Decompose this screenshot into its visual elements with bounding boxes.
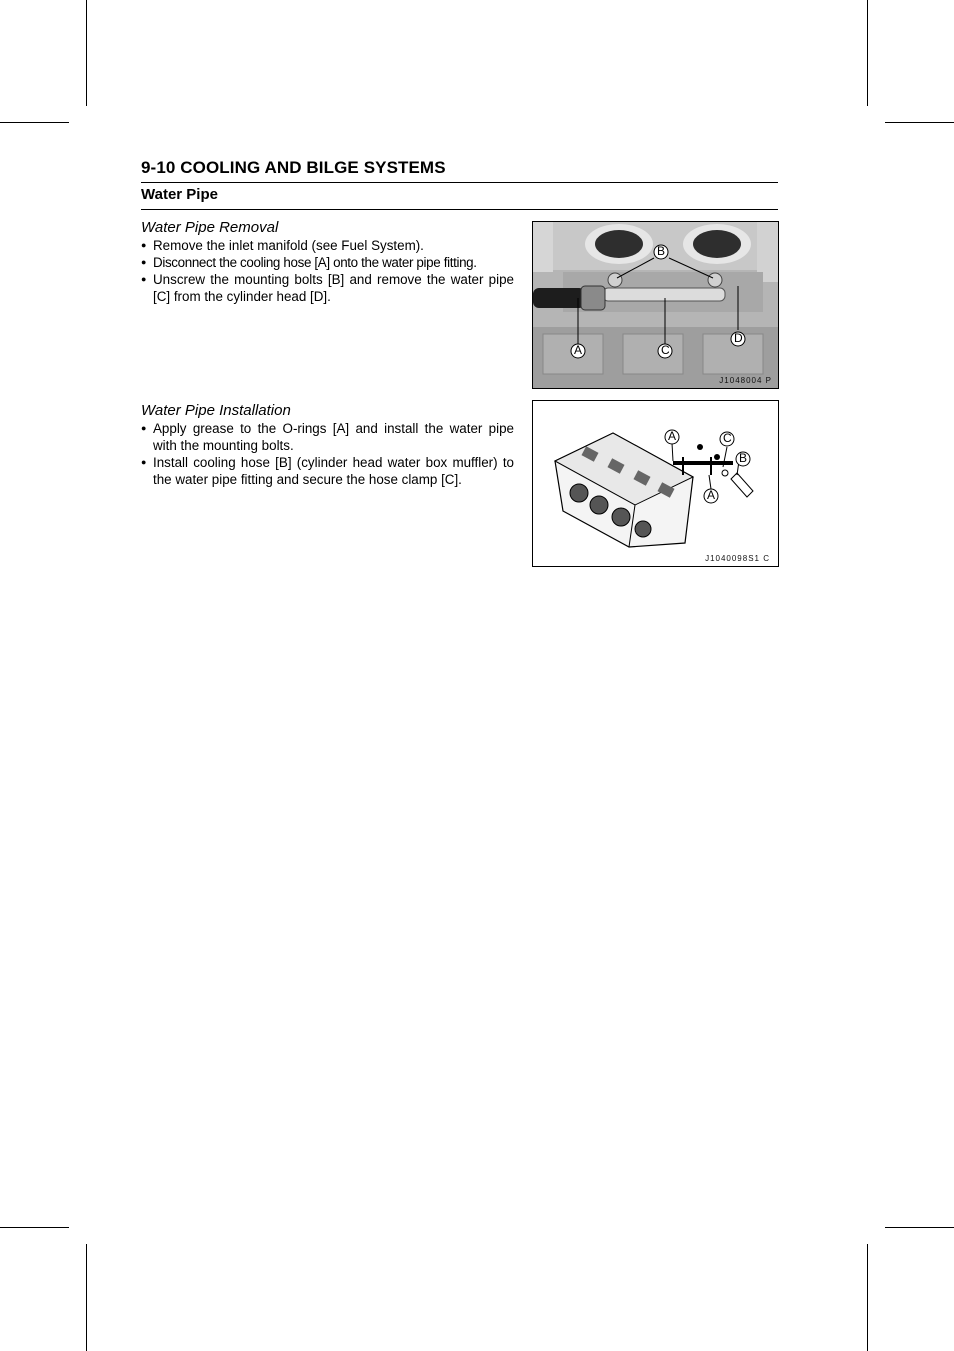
chapter-title: 9-10 COOLING AND BILGE SYSTEMS: [141, 158, 446, 177]
figure-code: J1048004 P: [719, 376, 772, 385]
crop-mark: [885, 122, 954, 123]
callout-label: B: [657, 244, 666, 258]
crop-mark: [0, 1227, 69, 1228]
removal-heading: Water Pipe Removal: [141, 219, 279, 236]
page-header: [141, 157, 778, 210]
list-item: ● Unscrew the mounting bolts [B] and remove the water pipe [C] from the cylinder head [D].: [141, 271, 514, 305]
callout-label: C: [723, 431, 732, 445]
installation-steps: [141, 420, 514, 488]
section-rule: [141, 209, 778, 210]
list-item: ● Install cooling hose [B] (cylinder head water box muffler) to the water pipe fitting and secure the hose clamp [C].: [141, 454, 514, 488]
callout-label: A: [707, 488, 716, 502]
removal-steps: [141, 237, 514, 305]
callout-label: D: [734, 331, 743, 345]
callout-label: A: [574, 343, 583, 357]
callout-label: C: [661, 343, 670, 357]
figure-code: J1040098S1 C: [705, 554, 770, 563]
removal-procedure: [141, 219, 514, 305]
callout-label: A: [668, 429, 677, 443]
installation-procedure: [141, 402, 514, 488]
cylinder-head-photo: [533, 222, 778, 388]
list-item: ● Disconnect the cooling hose [A] onto the water pipe fitting.: [141, 254, 514, 271]
exploded-view-drawing: [533, 401, 778, 566]
removal-photo: [532, 221, 779, 389]
crop-mark: [867, 0, 868, 106]
crop-mark: [885, 1227, 954, 1228]
section-title: Water Pipe: [141, 186, 218, 203]
installation-diagram: [532, 400, 779, 567]
crop-mark: [86, 0, 87, 106]
crop-mark: [867, 1244, 868, 1351]
crop-mark: [0, 122, 69, 123]
list-item: ● Remove the inlet manifold (see Fuel System).: [141, 237, 514, 254]
list-item: ● Apply grease to the O-rings [A] and install the water pipe with the mounting bolts.: [141, 420, 514, 454]
callout-label: B: [739, 451, 748, 465]
installation-heading: Water Pipe Installation: [141, 402, 291, 419]
crop-mark: [86, 1244, 87, 1351]
